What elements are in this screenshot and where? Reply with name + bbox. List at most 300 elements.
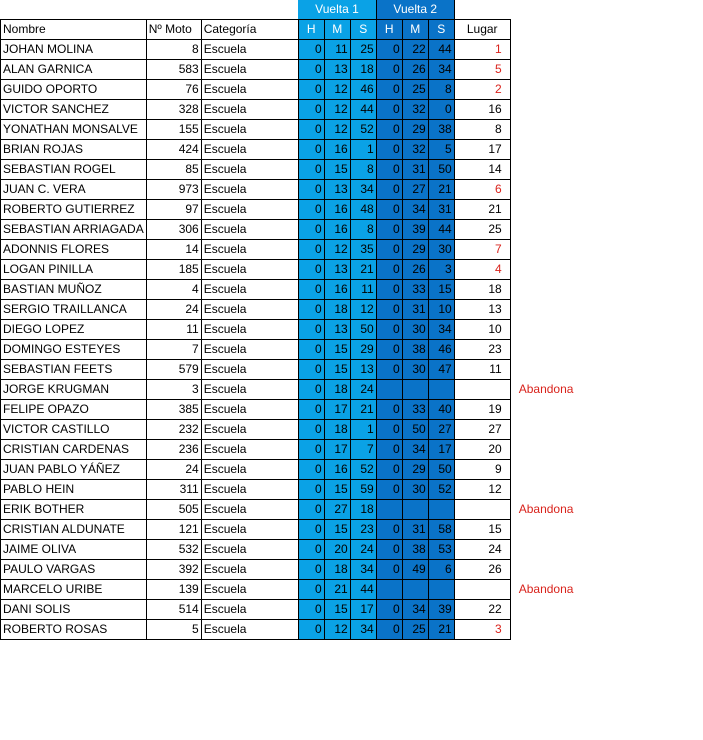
cell-h2: 0 (376, 320, 402, 340)
cell-nombre: ROBERTO GUTIERREZ (1, 200, 147, 220)
cell-s2: 34 (428, 60, 454, 80)
cell-m1: 16 (324, 140, 350, 160)
cell-s1: 52 (350, 460, 376, 480)
cell-note (510, 280, 620, 300)
cell-note (510, 120, 620, 140)
cell-s1: 34 (350, 620, 376, 640)
cell-note: Abandona (518, 502, 574, 516)
cell-h1: 0 (298, 520, 324, 540)
cell-note (510, 460, 620, 480)
table-row (1, 260, 621, 280)
cell-lugar: 19 (454, 400, 510, 420)
cell-categoria: Escuela (201, 360, 298, 380)
cell-nombre: MARCELO URIBE (1, 580, 147, 600)
table-row (1, 100, 621, 120)
table-row (1, 60, 621, 80)
cell-h1: 0 (298, 540, 324, 560)
cell-s2: 50 (428, 460, 454, 480)
cell-s2: 39 (428, 600, 454, 620)
cell-m1: 15 (324, 600, 350, 620)
cell-nombre: JUAN PABLO YÁÑEZ (1, 460, 147, 480)
cell-nombre: ERIK BOTHER (1, 500, 147, 520)
cell-lugar: 23 (454, 340, 510, 360)
cell-m1: 15 (324, 360, 350, 380)
cell-s2: 15 (428, 280, 454, 300)
cell-m1: 16 (324, 220, 350, 240)
cell-nombre: JORGE KRUGMAN (1, 380, 147, 400)
cell-m2: 49 (402, 560, 428, 580)
cell-m2: 34 (402, 600, 428, 620)
cell-categoria: Escuela (201, 160, 298, 180)
cell-s1: 8 (350, 160, 376, 180)
cell-categoria: Escuela (201, 380, 298, 400)
cell-m2: 38 (402, 540, 428, 560)
table-row (1, 380, 621, 400)
table-row (1, 460, 621, 480)
cell-m1: 16 (324, 460, 350, 480)
cell-s2: 53 (428, 540, 454, 560)
cell-m1: 20 (324, 540, 350, 560)
cell-categoria: Escuela (201, 320, 298, 340)
cell-h2: 0 (376, 440, 402, 460)
table-row (1, 280, 621, 300)
cell-m2: 30 (402, 360, 428, 380)
cell-s2: 8 (428, 80, 454, 100)
table-row (1, 320, 621, 340)
cell-h2: 0 (376, 540, 402, 560)
cell-m2: 50 (402, 420, 428, 440)
table-row (1, 620, 621, 640)
cell-s2: 46 (428, 340, 454, 360)
header-moto: Nº Moto (146, 20, 201, 40)
cell-moto: 97 (146, 200, 201, 220)
cell-nombre: BASTIAN MUÑOZ (1, 280, 147, 300)
cell-categoria: Escuela (201, 420, 298, 440)
cell-s2: 34 (428, 320, 454, 340)
table-row (1, 540, 621, 560)
cell-s1: 21 (350, 400, 376, 420)
cell-categoria: Escuela (201, 280, 298, 300)
cell-h1: 0 (298, 260, 324, 280)
cell-lugar: 8 (454, 120, 510, 140)
cell-h2: 0 (376, 560, 402, 580)
cell-note (510, 600, 620, 620)
cell-note (510, 340, 620, 360)
cell-s2: 3 (428, 260, 454, 280)
cell-nombre: DANI SOLIS (1, 600, 147, 620)
cell-s1: 1 (350, 140, 376, 160)
cell-lugar: 26 (454, 560, 510, 580)
cell-categoria: Escuela (201, 100, 298, 120)
cell-m1: 18 (324, 560, 350, 580)
cell-moto: 11 (146, 320, 201, 340)
cell-nombre: SEBASTIAN FEETS (1, 360, 147, 380)
cell-m1: 13 (324, 320, 350, 340)
cell-m1: 12 (324, 620, 350, 640)
cell-s1: 8 (350, 220, 376, 240)
cell-nombre: PABLO HEIN (1, 480, 147, 500)
cell-note (510, 40, 620, 60)
cell-moto: 424 (146, 140, 201, 160)
cell-s1: 52 (350, 120, 376, 140)
cell-nombre: VICTOR CASTILLO (1, 420, 147, 440)
cell-note (510, 100, 620, 120)
cell-h2: 0 (376, 400, 402, 420)
cell-moto: 236 (146, 440, 201, 460)
cell-h2: 0 (376, 60, 402, 80)
cell-h1: 0 (298, 160, 324, 180)
cell-moto: 385 (146, 400, 201, 420)
cell-h1: 0 (298, 420, 324, 440)
cell-lugar (454, 580, 510, 600)
cell-h2: 0 (376, 260, 402, 280)
cell-moto: 973 (146, 180, 201, 200)
cell-h1: 0 (298, 140, 324, 160)
cell-h1: 0 (298, 360, 324, 380)
cell-categoria: Escuela (201, 40, 298, 60)
table-row (1, 240, 621, 260)
cell-nombre: FELIPE OPAZO (1, 400, 147, 420)
cell-s1: 17 (350, 600, 376, 620)
cell-moto: 514 (146, 600, 201, 620)
cell-h1: 0 (298, 340, 324, 360)
cell-lugar: 27 (454, 420, 510, 440)
cell-h2 (376, 380, 402, 400)
cell-lugar: 4 (454, 260, 510, 280)
cell-nombre: SEBASTIAN ROGEL (1, 160, 147, 180)
table-row (1, 440, 621, 460)
table-row (1, 520, 621, 540)
cell-lugar: 11 (454, 360, 510, 380)
cell-s1: 23 (350, 520, 376, 540)
header-s2: S (428, 20, 454, 40)
cell-categoria: Escuela (201, 140, 298, 160)
cell-h1: 0 (298, 280, 324, 300)
cell-m1: 11 (324, 40, 350, 60)
cell-m1: 18 (324, 380, 350, 400)
cell-s1: 24 (350, 540, 376, 560)
table-row (1, 40, 621, 60)
cell-categoria: Escuela (201, 60, 298, 80)
cell-m2 (402, 380, 428, 400)
cell-note: Abandona (518, 582, 574, 596)
cell-h2: 0 (376, 180, 402, 200)
cell-h1: 0 (298, 380, 324, 400)
cell-h1: 0 (298, 120, 324, 140)
cell-s2: 30 (428, 240, 454, 260)
table-row (1, 600, 621, 620)
cell-m2: 32 (402, 140, 428, 160)
cell-nombre: LOGAN PINILLA (1, 260, 147, 280)
header-m1: M (324, 20, 350, 40)
cell-m2: 25 (402, 80, 428, 100)
cell-s1: 7 (350, 440, 376, 460)
table-row (1, 480, 621, 500)
cell-categoria: Escuela (201, 520, 298, 540)
cell-s1: 46 (350, 80, 376, 100)
empty-cell (510, 0, 620, 20)
cell-h1: 0 (298, 320, 324, 340)
table-row (1, 580, 621, 600)
cell-h2: 0 (376, 120, 402, 140)
lap-header-row (1, 0, 621, 20)
cell-lugar (454, 380, 510, 400)
cell-categoria: Escuela (201, 120, 298, 140)
cell-categoria: Escuela (201, 80, 298, 100)
cell-note (510, 520, 620, 540)
cell-nombre: DOMINGO ESTEYES (1, 340, 147, 360)
cell-note (510, 540, 620, 560)
cell-categoria: Escuela (201, 560, 298, 580)
cell-nombre: JAIME OLIVA (1, 540, 147, 560)
cell-s1: 59 (350, 480, 376, 500)
cell-h1: 0 (298, 220, 324, 240)
cell-h2: 0 (376, 520, 402, 540)
cell-nombre: SEBASTIAN ARRIAGADA (1, 220, 147, 240)
cell-lugar: 2 (454, 80, 510, 100)
cell-note (510, 180, 620, 200)
cell-h1: 0 (298, 620, 324, 640)
cell-m1: 27 (324, 500, 350, 520)
cell-h2: 0 (376, 140, 402, 160)
cell-h2: 0 (376, 600, 402, 620)
cell-m2: 33 (402, 280, 428, 300)
cell-m2: 34 (402, 200, 428, 220)
cell-categoria: Escuela (201, 460, 298, 480)
cell-moto: 392 (146, 560, 201, 580)
cell-s1: 21 (350, 260, 376, 280)
cell-h2 (376, 500, 402, 520)
cell-s1: 29 (350, 340, 376, 360)
cell-s1: 34 (350, 560, 376, 580)
cell-h1: 0 (298, 100, 324, 120)
cell-s1: 12 (350, 300, 376, 320)
table-row (1, 340, 621, 360)
cell-h1: 0 (298, 300, 324, 320)
empty-cell (510, 20, 620, 40)
cell-note (510, 80, 620, 100)
cell-m1: 17 (324, 440, 350, 460)
cell-m1: 16 (324, 200, 350, 220)
cell-moto: 185 (146, 260, 201, 280)
cell-lugar: 7 (454, 240, 510, 260)
header-s1: S (350, 20, 376, 40)
cell-lugar: 24 (454, 540, 510, 560)
cell-m2: 29 (402, 460, 428, 480)
table-row (1, 80, 621, 100)
cell-m1: 12 (324, 120, 350, 140)
cell-s2: 17 (428, 440, 454, 460)
cell-moto: 121 (146, 520, 201, 540)
cell-m2: 33 (402, 400, 428, 420)
cell-h1: 0 (298, 240, 324, 260)
cell-m1: 13 (324, 60, 350, 80)
cell-moto: 85 (146, 160, 201, 180)
cell-s1: 11 (350, 280, 376, 300)
cell-lugar: 18 (454, 280, 510, 300)
cell-m2: 29 (402, 120, 428, 140)
cell-m1: 13 (324, 180, 350, 200)
cell-m2: 26 (402, 60, 428, 80)
cell-m2: 26 (402, 260, 428, 280)
cell-s1: 25 (350, 40, 376, 60)
vuelta1-header: Vuelta 1 (298, 0, 376, 20)
cell-h2: 0 (376, 40, 402, 60)
cell-moto: 311 (146, 480, 201, 500)
cell-moto: 24 (146, 300, 201, 320)
cell-lugar: 14 (454, 160, 510, 180)
cell-categoria: Escuela (201, 300, 298, 320)
cell-moto: 24 (146, 460, 201, 480)
cell-m1: 17 (324, 400, 350, 420)
cell-m2: 31 (402, 160, 428, 180)
empty-cell (454, 0, 510, 20)
cell-s2: 21 (428, 180, 454, 200)
cell-m2: 34 (402, 440, 428, 460)
cell-m1: 15 (324, 340, 350, 360)
table-row (1, 300, 621, 320)
cell-moto: 3 (146, 380, 201, 400)
cell-categoria: Escuela (201, 500, 298, 520)
cell-nombre: ROBERTO ROSAS (1, 620, 147, 640)
cell-moto: 5 (146, 620, 201, 640)
cell-nombre: VICTOR SANCHEZ (1, 100, 147, 120)
cell-h1: 0 (298, 40, 324, 60)
cell-note (510, 240, 620, 260)
cell-note (510, 260, 620, 280)
cell-h1: 0 (298, 200, 324, 220)
cell-note (510, 420, 620, 440)
cell-h2: 0 (376, 340, 402, 360)
cell-s2: 10 (428, 300, 454, 320)
empty-cell (146, 0, 201, 20)
cell-m1: 15 (324, 520, 350, 540)
cell-lugar: 17 (454, 140, 510, 160)
cell-note: Abandona (518, 382, 574, 396)
cell-lugar: 21 (454, 200, 510, 220)
cell-lugar: 5 (454, 60, 510, 80)
cell-moto: 8 (146, 40, 201, 60)
cell-h1: 0 (298, 180, 324, 200)
cell-moto: 505 (146, 500, 201, 520)
cell-categoria: Escuela (201, 620, 298, 640)
cell-categoria: Escuela (201, 220, 298, 240)
cell-s1: 18 (350, 60, 376, 80)
cell-s2: 44 (428, 40, 454, 60)
cell-lugar: 13 (454, 300, 510, 320)
cell-nombre: ALAN GARNICA (1, 60, 147, 80)
cell-categoria: Escuela (201, 540, 298, 560)
cell-h1: 0 (298, 600, 324, 620)
cell-s2 (428, 380, 454, 400)
cell-lugar: 16 (454, 100, 510, 120)
table-row (1, 140, 621, 160)
cell-m2: 25 (402, 620, 428, 640)
cell-moto: 579 (146, 360, 201, 380)
cell-m1: 15 (324, 480, 350, 500)
cell-s2: 0 (428, 100, 454, 120)
header-h1: H (298, 20, 324, 40)
cell-note (510, 160, 620, 180)
cell-moto: 328 (146, 100, 201, 120)
cell-moto: 76 (146, 80, 201, 100)
cell-note (510, 620, 620, 640)
cell-nombre: ADONNIS FLORES (1, 240, 147, 260)
table-row (1, 560, 621, 580)
cell-categoria: Escuela (201, 600, 298, 620)
cell-s2: 5 (428, 140, 454, 160)
cell-m2: 38 (402, 340, 428, 360)
cell-s2: 6 (428, 560, 454, 580)
cell-s2: 21 (428, 620, 454, 640)
cell-s2: 47 (428, 360, 454, 380)
cell-nombre: DIEGO LOPEZ (1, 320, 147, 340)
cell-lugar: 9 (454, 460, 510, 480)
cell-h2: 0 (376, 160, 402, 180)
cell-h1: 0 (298, 60, 324, 80)
cell-m2: 31 (402, 520, 428, 540)
column-header-row (1, 20, 621, 40)
cell-h2: 0 (376, 620, 402, 640)
table-row (1, 180, 621, 200)
cell-m2: 31 (402, 300, 428, 320)
cell-s2: 50 (428, 160, 454, 180)
cell-m2 (402, 500, 428, 520)
cell-moto: 7 (146, 340, 201, 360)
cell-m1: 18 (324, 420, 350, 440)
cell-note (510, 140, 620, 160)
cell-m2: 29 (402, 240, 428, 260)
table-row (1, 360, 621, 380)
cell-lugar: 1 (454, 40, 510, 60)
cell-lugar: 10 (454, 320, 510, 340)
cell-note (510, 300, 620, 320)
table-row (1, 160, 621, 180)
cell-categoria: Escuela (201, 340, 298, 360)
cell-m2 (402, 580, 428, 600)
cell-h2 (376, 580, 402, 600)
cell-h2: 0 (376, 240, 402, 260)
cell-s2: 44 (428, 220, 454, 240)
cell-s1: 34 (350, 180, 376, 200)
cell-m2: 39 (402, 220, 428, 240)
cell-moto: 4 (146, 280, 201, 300)
cell-categoria: Escuela (201, 440, 298, 460)
cell-s2: 58 (428, 520, 454, 540)
cell-h2: 0 (376, 460, 402, 480)
cell-h1: 0 (298, 460, 324, 480)
table-row (1, 200, 621, 220)
cell-h2: 0 (376, 480, 402, 500)
cell-s1: 18 (350, 500, 376, 520)
cell-s1: 24 (350, 380, 376, 400)
cell-s2: 40 (428, 400, 454, 420)
cell-moto: 306 (146, 220, 201, 240)
cell-note (510, 400, 620, 420)
cell-categoria: Escuela (201, 400, 298, 420)
cell-m1: 13 (324, 260, 350, 280)
cell-m1: 21 (324, 580, 350, 600)
cell-s1: 50 (350, 320, 376, 340)
cell-h2: 0 (376, 200, 402, 220)
cell-s2 (428, 580, 454, 600)
header-lugar: Lugar (454, 20, 510, 40)
cell-m1: 15 (324, 160, 350, 180)
cell-categoria: Escuela (201, 180, 298, 200)
cell-h1: 0 (298, 400, 324, 420)
cell-m2: 27 (402, 180, 428, 200)
cell-s2: 27 (428, 420, 454, 440)
